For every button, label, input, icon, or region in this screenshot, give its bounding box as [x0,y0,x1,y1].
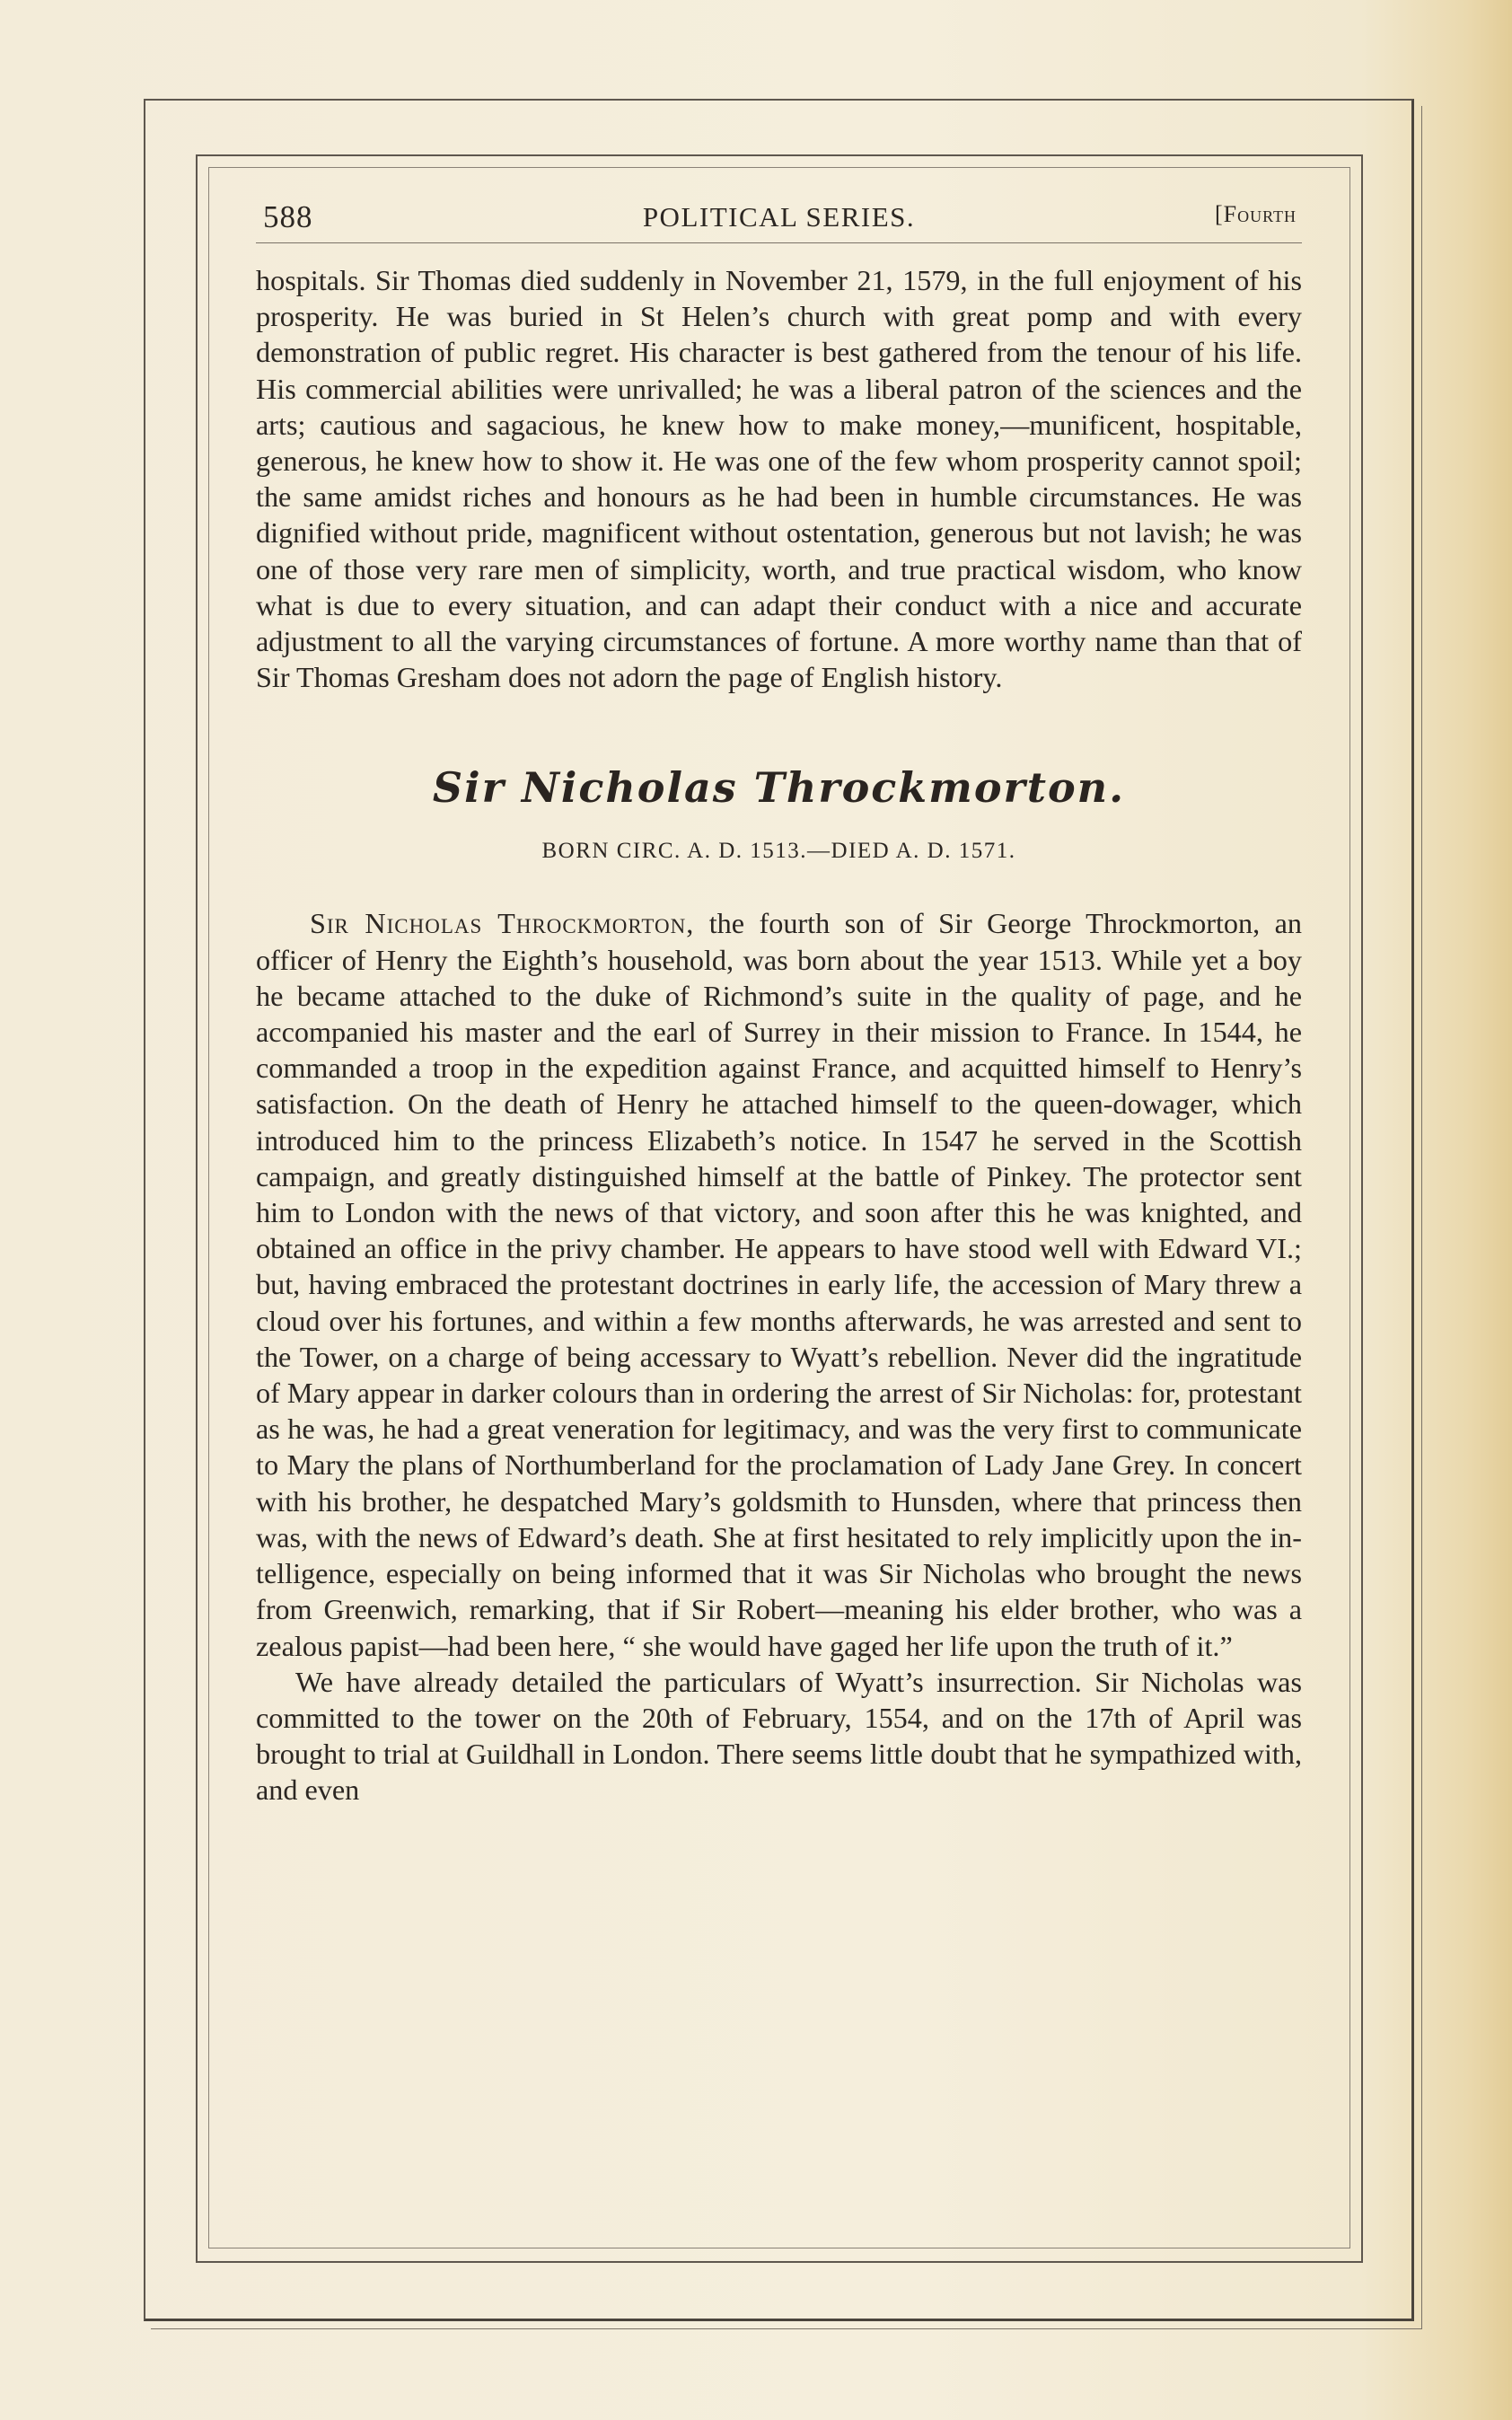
section-tag: [Fourth [1214,201,1297,227]
header-rule [256,242,1302,243]
biography-title: Sir Nicholas Throckmorton. [432,763,1126,813]
paragraph-body: the fourth son of Sir George Throckmorton, an officer of Henry the Eighth’s household, was born about the year 1513. While yet a boy he became attached to the duke of Richmond’s suite in the quality of page, and he accompanied his master and the earl of Surrey in their mission to France. In 1544, he commanded a troop in the expedition against France, and acquitted himself to Henry’s satisfaction. On the death of Henry he attached himself to the queen-dowager, which introduced him to the princess Elizabeth’s notice. In 1547 he served in the Scottish campaign, and greatly distinguished himself at the battle of Pinkey. The protector sent him to London with the news of that victory, and soon after this he was knighted, and obtained an office in the privy chamber. He appears to have stood well with Edward VI.; but, having embraced the protestant doctrines in early life, the accession of Mary threw a cloud over his fortunes, and within a few months afterwards, he was arrested and sent to the Tower, on a charge of being accessary to Wyatt’s rebellion. Never did the ingratitude of Mary appear in darker colours than in ordering the arrest of Sir Nicholas: for, protestant as he was, he had a great veneration for legitimacy, and was the very first to communicate to Mary the plans of Northumberland for the proclamation of Lady Jane Grey. In concert with his brother, he despatched Mary’s goldsmith to Hunsden, where that princess then was, with the news of Edward’s death. She at first hesitated to rely implicitly upon the intelligence, especially on being informed that it was Sir Nicholas who brought the news from Greenwich, remarking, that if Sir Robert—meaning his elder brother, who was a zealous papist—had been here, “ she would have gaged her life upon the truth of it.” [256,907,1302,1662]
paragraph-gresham-conclusion: hospitals. Sir Thomas died suddenly in November 21, 1579, in the full enjoyment of his prosperity. He was buried in St Helen’s church with great pomp and with every demonstration of public regret. His character is best gathered from the tenour of his life. His commercial abilities were unrivalled; he was a liberal patron of the sciences and the arts; cautious and sagacious, he knew how to make money,—munificent, hospitable, generous, he knew how to show it. He was one of the few whom prosperity cannot spoil; the same amidst riches and honours as he had been in humble circumstances. He was dignified without pride, magnificent without ostentation, generous but not lavish; he was one of those very rare men of simplicity, worth, and true practical wisdom, who know what is due to every situation, and can adapt their conduct with a nice and accurate adjustment to all the varying circumstances of fortune. A more worthy name than that of Sir Thomas Gresham does not adorn the page of English history. [256,264,1302,694]
paragraph-wyatt-insurrection: We have already detailed the particulars of Wyatt’s insurrection. Sir Nicholas was committed to the tower on the 20th of February, 1554, and on the 17th of April was brought to trial at Guildhall in London. There seems little doubt that he sympathized with, and even [256,1665,1302,1807]
series-title: POLITICAL SERIES. [642,201,916,233]
page-number: 588 [263,199,313,234]
book-page [256,189,1302,2227]
paragraph-lead-in: Sir Nicholas Throckmorton, [310,907,695,940]
paragraph-throckmorton-intro [256,905,1302,1663]
running-head [256,189,1302,241]
biography-dates: BORN CIRC. A. D. 1513.—DIED A. D. 1571. [541,839,1016,864]
